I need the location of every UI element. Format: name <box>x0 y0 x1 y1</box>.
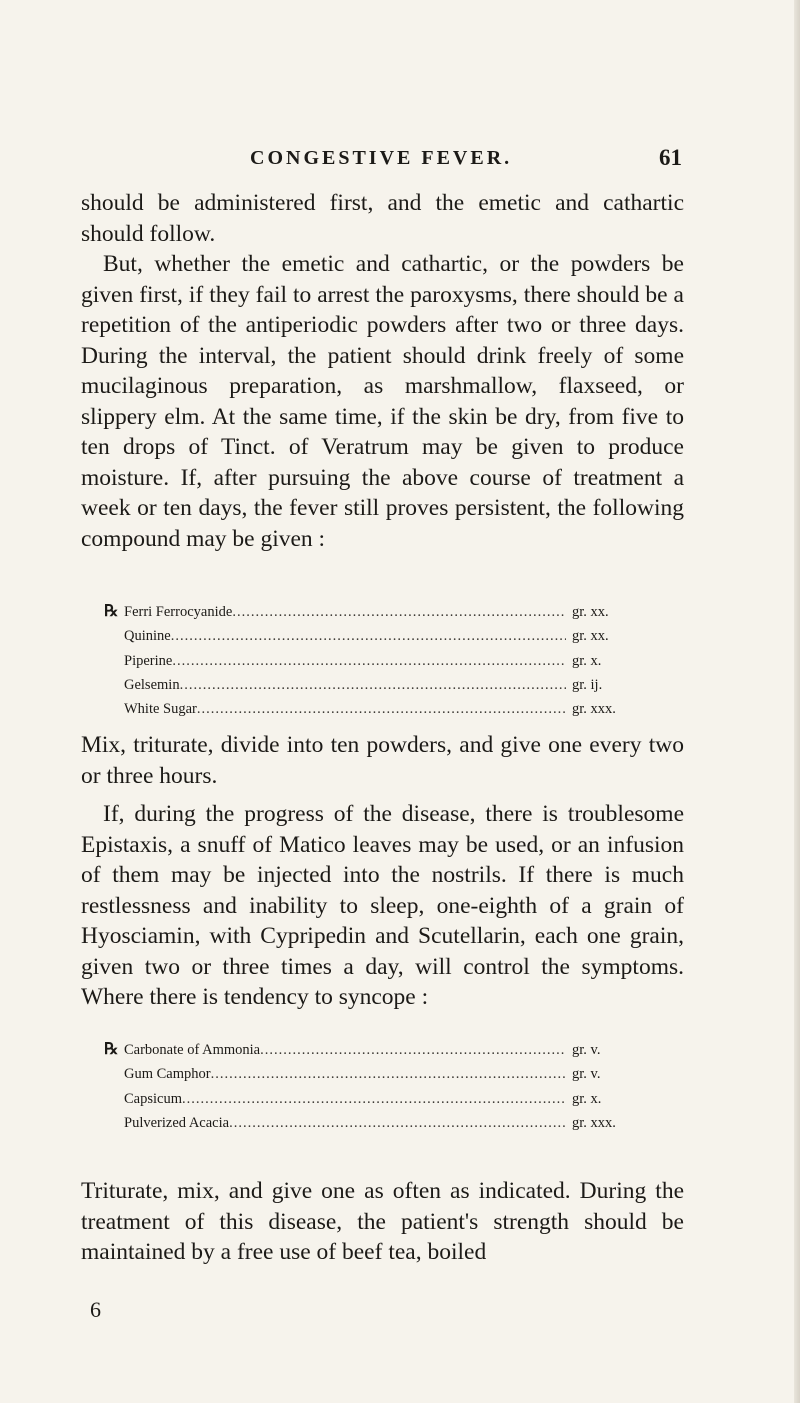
ingredient-name: White Sugar <box>124 701 197 718</box>
prescription-1-item <box>104 673 664 697</box>
prescription-1-item <box>104 624 664 648</box>
leader-dots <box>197 697 566 721</box>
paragraph-1: should be administered first, and the emetic and cathartic should follow. <box>81 190 684 247</box>
ingredient-dose: gr. ij. <box>572 676 603 693</box>
prescription-2 <box>104 1038 664 1135</box>
leader-dots <box>180 673 566 697</box>
prescription-2-item <box>104 1038 664 1062</box>
ingredient-name: Ferri Ferrocyanide <box>124 604 233 620</box>
ingredient-dose: gr. v. <box>572 1042 601 1058</box>
leader-dots <box>229 1111 566 1135</box>
page-number: 61 <box>659 145 682 170</box>
recipe-symbol-icon: ℞ <box>104 1041 119 1058</box>
ingredient-dose: gr. v. <box>572 1066 601 1083</box>
ingredient-dose: gr. xx. <box>572 628 609 645</box>
ingredient-name: Piperine <box>124 652 173 669</box>
page-edge <box>794 0 800 1403</box>
ingredient-dose: gr. x. <box>572 1090 602 1107</box>
ingredient-dose: gr. xx. <box>572 604 609 620</box>
ingredient-name: Carbonate of Ammonia <box>124 1042 261 1058</box>
ingredient-dose: gr. xxx. <box>572 1114 616 1131</box>
paragraph-2: But, whether the emetic and cathartic, or the powders be given first, if they fail to arrest the paroxysms, there should be a repetition of the antiperiodic powders after two or three days. During the interval, the patient should drink freely of some mucilaginous preparation, as marshmallow, flaxseed, or slippery elm. At the same time, if the skin be dry, from five to ten drops of Tinct. of Veratrum may be given to produce moisture. If, after pursuing the above course of treatment a week or ten days, the fever still proves persistent, the following compound may be given : <box>81 251 684 552</box>
leader-dots <box>182 1087 566 1111</box>
signature-mark: 6 <box>90 1297 101 1322</box>
paragraph-5: Triturate, mix, and give one as often as indicated. During the treatment of this disease, the patient's strength should be maintained by a free use of beef tea, boiled <box>81 1178 684 1265</box>
ingredient-dose: gr. xxx. <box>572 701 616 718</box>
ingredient-name: Pulverized Acacia <box>124 1114 230 1131</box>
prescription-1-item <box>104 600 664 624</box>
paragraph-4: If, during the progress of the disease, there is troublesome Epistaxis, a snuff of Matico leaves may be used, or an infusion of them may be injected into the nostrils. If there is much restlessness and inability to sleep, one-eighth of a grain of Hyosciamin, with Cypripedin and Scutellarin, each one grain, given two or three times a day, will control the symptoms. Where there is tendency to syncope : <box>81 801 684 1010</box>
leader-dots <box>211 1062 566 1086</box>
paragraph-3: Mix, triturate, divide into ten powders, and give one every two or three hours. <box>81 732 684 789</box>
running-title: CONGESTIVE FEVER. <box>250 147 513 169</box>
prescription-1 <box>104 600 664 721</box>
ingredient-dose: gr. x. <box>572 652 602 669</box>
ingredient-name: Gelsemin <box>124 676 180 693</box>
recipe-symbol-icon: ℞ <box>104 603 119 620</box>
prescription-2-item <box>104 1111 664 1135</box>
leader-dots <box>232 600 566 624</box>
leader-dots <box>171 624 566 648</box>
leader-dots <box>260 1038 566 1062</box>
leader-dots <box>172 649 566 673</box>
ingredient-name: Quinine <box>124 628 171 645</box>
ingredient-name: Gum Camphor <box>124 1066 211 1083</box>
prescription-2-item <box>104 1062 664 1086</box>
ingredient-name: Capsicum <box>124 1090 182 1107</box>
prescription-1-item <box>104 697 664 721</box>
prescription-1-item <box>104 649 664 673</box>
running-head <box>250 147 682 177</box>
prescription-2-item <box>104 1087 664 1111</box>
